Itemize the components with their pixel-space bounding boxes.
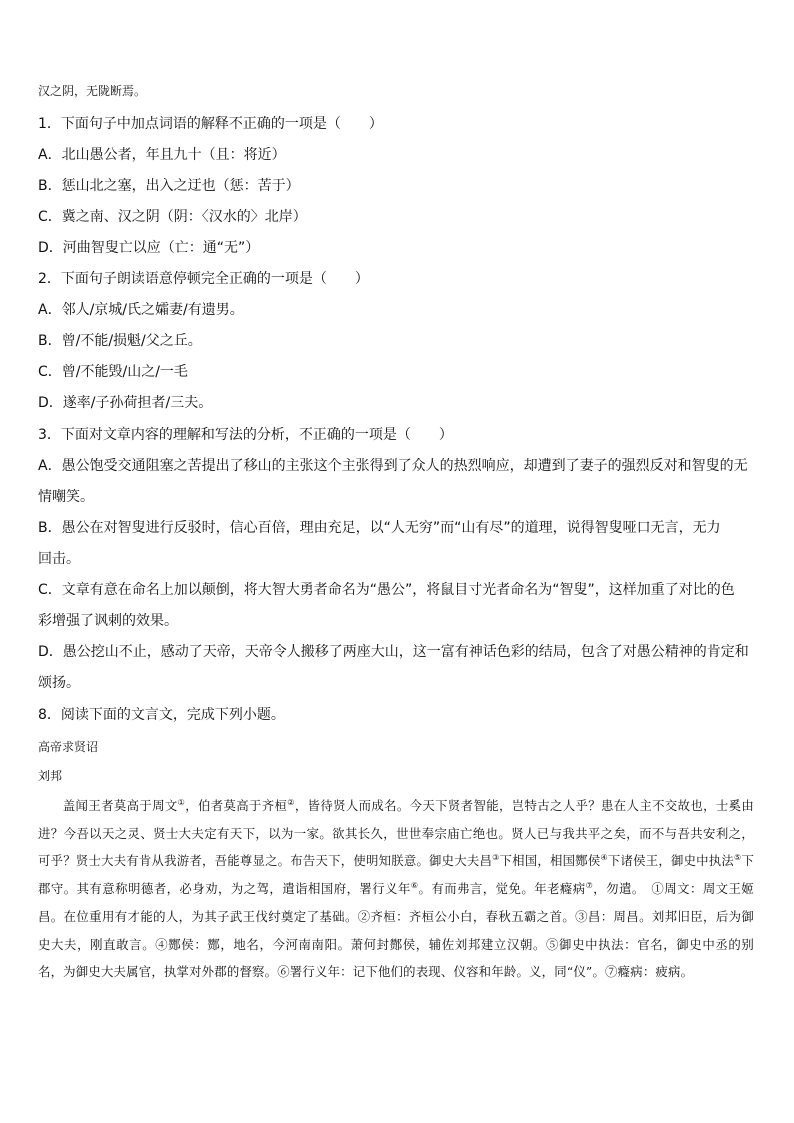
question-3-option-d: D．愚公挖山不止，感动了天帝，天帝令人搬移了两座大山，这一富有神话色彩的结局，包含了对愚公精神的肯定和 <box>38 644 749 660</box>
footnotes: ①周文：周文王姬昌。在位重用有才能的人，为其子武王伐纣奠定了基础。②齐桓：齐桓公小白，春秋五霸之首。③昌：周昌。刘邦旧臣，后为御史大夫，刚直敢言。④酂侯：酂，地名，今河南南阳。萧何封酂侯，辅佐刘邦建立汉朝。⑤御史中执法：官名，御史中丞的别名，为御史大夫属官，执掌对外郡的督察。⑥署行义年：记下他们的表现、仪容和年龄。义，同“仪”。⑦癃病：疲病。 <box>38 881 754 980</box>
footnote-ref-4: ④ <box>600 853 608 863</box>
question-2-stem: 2．下面句子朗读语意停顿完全正确的一项是（ ） <box>38 271 369 287</box>
question-1-option-c: C．冀之南、汉之阴（阴：〈汉水的〉北岸） <box>38 209 307 225</box>
question-2-option-d: D．遂率/子孙荷担者/三夫。 <box>38 395 213 411</box>
question-1-option-d: D．河曲智叟亡以应（亡：通“无”） <box>38 240 260 256</box>
footnote-ref-3: ③ <box>492 853 500 863</box>
passage-text: 下诸侯王，御史中执法 <box>607 853 735 869</box>
question-2-option-b: B．曾/不能/损魁/父之丘。 <box>38 333 202 349</box>
question-3-option-d-cont: 颂扬。 <box>38 675 80 691</box>
question-3-option-b: B．愚公在对智叟进行反驳时，信心百倍，理由充足，以“人无穷”而“山有尽”的道理，说得智叟哑口无言，无力 <box>38 520 721 536</box>
passage-text: ，皆待贤人而成名。今天下贤者智能，岂特古之人乎？患在人主不交故也，士奚由进？今吾以天之灵、贤士大夫定有天下，以为一家。欲其长久，世世奉宗庙亡绝也。贤人已与我共平之矣，而不与吾共安利之，可乎？贤士大夫有肯从我游者，吾能尊显之。布告天下，使明知朕意。御史大夫昌 <box>38 798 754 869</box>
footnote-ref-6: ⑥ <box>410 880 419 890</box>
passage-body <box>38 792 754 986</box>
question-3-option-c-cont: 彩增强了讽刺的效果。 <box>38 613 178 629</box>
question-2-option-a: A．邻人/京城/氏之孀妻/有遗男。 <box>38 302 244 318</box>
question-3-option-a: A．愚公饱受交通阻塞之苦提出了移山的主张这个主张得到了众人的热烈响应，却遭到了妻子的强烈反对和智叟的无 <box>38 458 748 474</box>
question-1-option-a: A．北山愚公者，年且九十（且：将近） <box>38 147 286 163</box>
passage-text: 下郡守。其有意称明德者，必身劝，为之驾，遣诣相国府，署行义年 <box>38 853 755 897</box>
footnote-ref-2: ② <box>287 797 295 807</box>
footnote-ref-5: ⑤ <box>734 853 742 863</box>
passage-text: ，勿遣。 <box>593 881 639 897</box>
question-1-stem: 1．下面句子中加点词语的解释不正确的一项是（ ） <box>38 116 383 132</box>
top-line: 汉之阴，无陇断焉。 <box>38 84 147 98</box>
passage-text: ，伯者莫高于齐桓 <box>185 798 288 813</box>
footnote-ref-1: ① <box>177 797 186 807</box>
question-3-option-a-cont: 情嘲笑。 <box>38 489 94 505</box>
question-3-option-b-cont: 回击。 <box>38 551 80 567</box>
question-3-option-c: C．文章有意在命名上加以颠倒，将大智大勇者命名为“愚公”，将鼠目寸光者命名为“智叟”，这样加重了对比的色 <box>38 582 735 598</box>
passage-title: 高帝求贤诏 <box>38 740 99 754</box>
passage-text: 盖闻王者莫高于周文 <box>62 798 178 813</box>
question-8-stem: 8．阅读下面的文言文，完成下列小题。 <box>38 707 285 723</box>
passage-author: 刘邦 <box>38 769 63 783</box>
passage-text: 。有而弗言，觉免。年老癃病 <box>418 881 586 897</box>
question-2-option-c: C．曾/不能毁/山之/一毛 <box>38 364 188 380</box>
footnote-ref-7: ⑦ <box>585 880 594 890</box>
passage-text: 下相国，相国酂侯 <box>499 853 601 869</box>
question-3-stem: 3．下面对文章内容的理解和写法的分析，不正确的一项是（ ） <box>38 427 453 443</box>
question-1-option-b: B．惩山北之塞，出入之迂也（惩：苦于） <box>38 178 300 194</box>
